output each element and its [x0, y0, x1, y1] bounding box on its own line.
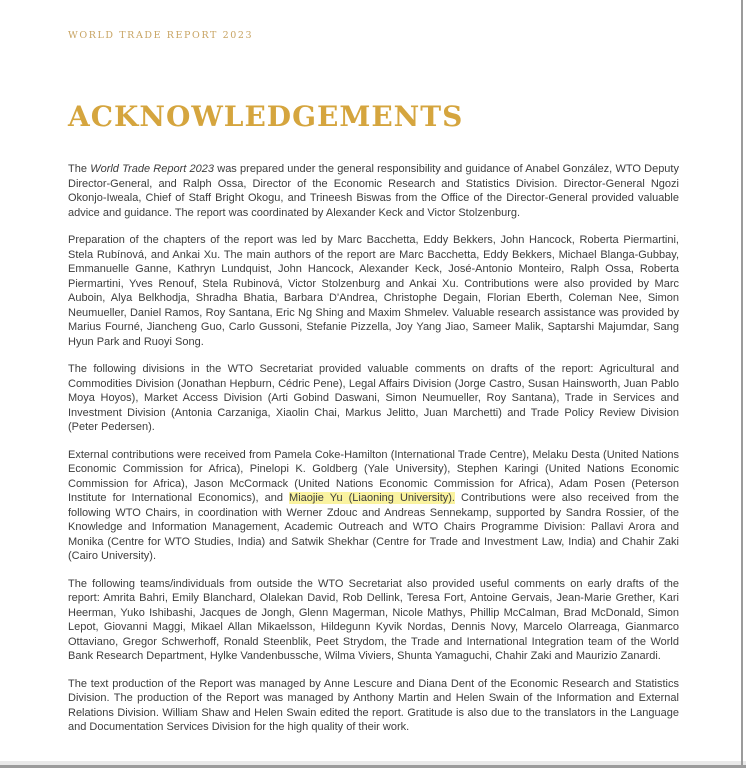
text-segment: The following divisions in the WTO Secretariat provided valuable comments on drafts of the report: Agricultural and Commodities Division (Jonathan Hepburn, Cédric Pene), Legal Affairs Division (Jorge Castro, Susan Hainsworth, Juan Pablo Moya Hoyos), Market Access Division (Arti Gobind Daswani, Simon Neumueller, Roy Santana), Trade in Services and Investment Division (Antonia Carzaniga, Xiaolin Chai, Markus Jelitto, Juan Marchetti) and Trade Policy Review Division (Peter Pedersen). — [68, 363, 679, 433]
text-segment: The — [68, 163, 91, 175]
text-segment: The following teams/individuals from outside the WTO Secretariat also provided useful comments on early drafts of the report: Amrita Bahri, Emily Blanchard, Olalekan David, Rob Dellink, Teresa Fort, Antoine Gervais, Jean-Marie Grether, Kari Heerman, Yuko Ishibashi, Jacques de Jongh, Glenn Magerman, Nicole Mathys, Phillip McCalman, Brad McDonald, Simon Lepot, Giovanni Maggi, Mikael Allan Mikaelsson, Hildegunn Kyvik Nordas, Dennis Novy, Marcelo Olarreaga, Gianmarco Ottaviano, Gregor Schwerhoff, Ronald Steenblik, Peet Strydom, the Trade and International Integration team of the World Bank Research Department, Hylke Vandenbussche, Wilma Viviers, Shunta Yamaguchi, Chahir Zaki and Maurizio Zanardi. — [68, 577, 679, 662]
text-segment: External contributions were received from Pamela Coke-Hamilton (International Trade Centre), Melaku Desta (United Nations Economic Commission for Africa), Pinelopi K. Goldberg (Yale University), Stephen Karingi (United Nations Economic Commission for Africa), Jason McCormack (United Nations Economic Commission for Africa), Adam Posen (Peterson Institute for International Economics), and — [68, 448, 679, 504]
page-title: ACKNOWLEDGEMENTS — [68, 100, 464, 133]
paragraph — [68, 233, 679, 349]
paragraph — [68, 362, 679, 435]
paragraph — [68, 577, 679, 664]
paragraph — [68, 677, 679, 735]
text-segment: Contributions were also received from the following WTO Chairs, in coordination with Werner Zdouc and Andreas Sennekamp, supported by Sandra Rossier, of the Knowledge and Information Management, Academic Outreach and WTO Chairs Programme Division: Pallavi Arora and Monika (Centre for WTO Studies, India) and Satwik Shekhar (Centre for Trade and Investment Law, India) and Chahir Zaki (Cairo University). — [68, 492, 679, 562]
italic-text: World Trade Report 2023 — [90, 163, 215, 175]
page-content — [68, 0, 679, 735]
text-segment: was prepared under the general responsibility and guidance of Anabel González, WTO Deputy Director-General, and Ralph Ossa, Director of the Economic Research and Statistics Division. Director-General Ngozi Okonjo-Iweala, Chief of Staff Bright Okogu, and Trineesh Biswas from the Office of the Director-General provided valuable advice and guidance. The report was coordinated by Alexander Keck and Victor Stolzenburg. — [68, 163, 679, 219]
highlighted-text: Miaojie Yu (Liaoning University). — [289, 492, 455, 504]
text-segment: Preparation of the chapters of the report was led by Marc Bacchetta, Eddy Bekkers, John Hancock, Roberta Piermartini, Stela Rubínová, and Ankai Xu. The main authors of the report are Marc Bacchetta, Eddy Bekkers, Michael Blanga-Gubbay, Emmanuelle Ganne, Kathryn Lundquist, John Hancock, Alexander Keck, José-Antonio Monteiro, Ralph Ossa, Roberta Piermartini, Yves Renouf, Stela Rubinová, Victor Stolzenburg and Ankai Xu. Contributions were also provided by Marc Auboin, Alya Belkhodja, Shradha Bhatia, Barbara D'Andrea, Christophe Degain, Florian Eberth, Coleman Nee, Simon Neumueller, Daniel Ramos, Roy Santana, Eric Ng Shing and Maxim Shmelev. Valuable research assistance was provided by Marius Fourné, Jiancheng Guo, Carlo Gussoni, Stefanie Pizzella, Joy Yang Jiao, Sameer Malik, Saptarshi Majumdar, Sang Hyun Park and Ruoyi Song. — [68, 234, 679, 348]
right-edge-line — [741, 0, 743, 768]
paragraph — [68, 448, 679, 564]
running-header: WORLD TRADE REPORT 2023 — [68, 30, 254, 41]
text-segment: The text production of the Report was managed by Anne Lescure and Diana Dent of the Economic Research and Statistics Division. The production of the Report was managed by Anthony Martin and Helen Swain of the Information and External Relations Division. William Shaw and Helen Swain edited the report. Gratitude is also due to the translators in the Language and Documentation Services Division for the high quality of their work. — [68, 677, 679, 733]
body-text — [68, 162, 679, 735]
paragraph — [68, 162, 679, 220]
